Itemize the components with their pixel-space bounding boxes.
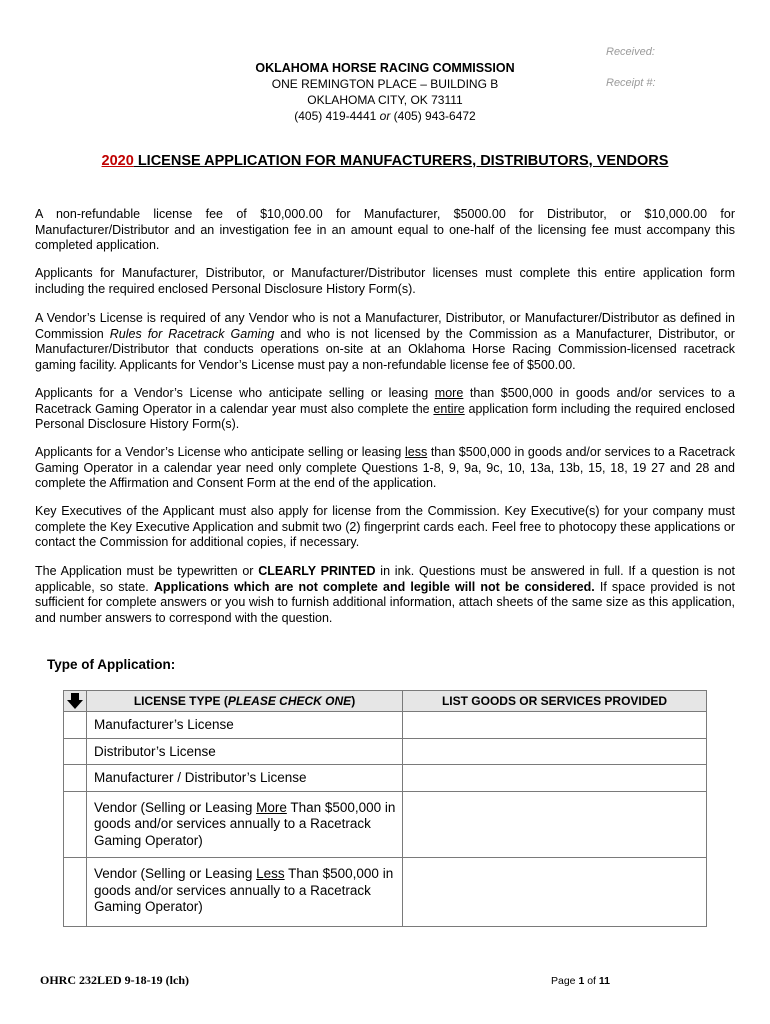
p7-text-c: in ink. Questions must be answered in full. If a question is not applicable, so state. — [35, 564, 735, 594]
p4-text-c: application form including the required enclosed Personal Disclosure History Form(s). — [35, 401, 735, 431]
check-column-header — [64, 691, 87, 712]
down-arrow-icon — [66, 692, 84, 710]
receipt-number-label: Receipt #: — [606, 77, 656, 89]
p4-text-b: than $500,000 in goods and/or services to a Racetrack Gaming Operator in a calendar year must also complete the — [35, 386, 736, 416]
table-row — [64, 858, 707, 927]
manufacturer-checkbox[interactable] — [64, 712, 87, 739]
p4-more: more — [434, 386, 464, 400]
p5-text-b: than $500,000 in goods and/or services to a Racetrack Gaming Operator in a calendar year need only complete Questions 1-8, 9, 9a, 9c, 10, 13a, 13b, 15, 18, 19 27 and 28 and complete the Affirmation and Consent Form at the end of the application. — [35, 445, 735, 490]
phone-2: (405) 943-6472 — [393, 109, 476, 123]
organization-name: OKLAHOMA HORSE RACING COMMISSION — [255, 61, 515, 75]
paragraph-fees: A non-refundable license fee of $10,000.00 for Manufacturer, $5000.00 for Distributor, or $10,000.00 for Manufacturer/Distributor and an investigation fee in an amount equal to one-half of the licensing fee must accompany this completed application. — [35, 207, 735, 252]
address-line-2: OKLAHOMA CITY, OK 73111 — [307, 93, 463, 107]
table-row — [64, 738, 707, 765]
please-check-one: PLEASE CHECK ONE — [227, 694, 352, 708]
p4-text-a: Applicants for a Vendor’s License who anticipate selling or leasing — [35, 386, 435, 400]
paragraph-key-executives: Key Executives of the Applicant must also apply for license from the Commission. Key Executive(s) for your company must complete the Key Executive Application and submit two (2) fingerprint cards each. Feel free to photocopy these applications or contact the Commission for additional copies, if necessary. — [35, 504, 735, 549]
p3-rules-title: Rules for Racetrack Gaming — [109, 326, 275, 341]
table-row — [64, 791, 707, 858]
address-line-1: ONE REMINGTON PLACE – BUILDING B — [271, 77, 499, 91]
p3-text-b: and who is not licensed by the Commission as a Manufacturer, Distributor, or Manufacturer/Distributor that conducts operations on-site at an Oklahoma Horse Racing Commission-licensed racetrack gaming facility. Applicants for Vendor’s License must pay a non-refundable license fee of $500.00. — [35, 326, 735, 372]
vendor-more-license-label: Vendor (Selling or Leasing More Than $500,000 in goods and/or services annually to a Racetrack Gaming Operator) — [86, 791, 402, 858]
paragraph-instructions — [35, 564, 735, 626]
paragraph-vendor-more — [35, 386, 735, 433]
license-type-header: LICENSE TYPE (PLEASE CHECK ONE) — [86, 691, 402, 712]
phone-1: (405) 419-4441 — [294, 109, 377, 123]
p7-clearly-printed: CLEARLY PRINTED — [258, 564, 376, 578]
p3-text-a: A Vendor’s License is required of any Vendor who is not a Manufacturer, Distributor, or Manufacturer/Distributor as defined in Commission — [35, 311, 735, 341]
phone-line — [0, 108, 770, 124]
p5-less: less — [404, 445, 428, 459]
vendor-more-word: More — [256, 799, 287, 815]
table-row — [64, 712, 707, 739]
phone-or: or — [379, 109, 391, 123]
type-of-application-heading: Type of Application: — [47, 657, 176, 672]
letterhead — [0, 60, 770, 124]
distributor-license-label: Distributor’s License — [86, 738, 402, 765]
manufacturer-license-label: Manufacturer’s License — [86, 712, 402, 739]
p7-text-e: If space provided is not sufficient for complete answers or you wish to furnish additional information, attach sheets of the same size as this application, and number answers to correspond with the question. — [35, 579, 735, 625]
paragraph-vendor-less — [35, 445, 735, 492]
page-number: Page 1 of 11 — [551, 975, 610, 987]
p7-warning: Applications which are not complete and legible will not be considered. — [153, 579, 595, 594]
distributor-goods-field[interactable] — [403, 738, 707, 765]
manufacturer-goods-field[interactable] — [403, 712, 707, 739]
paragraph-vendor-license — [35, 311, 735, 373]
vendor-less-goods-field[interactable] — [403, 858, 707, 927]
p5-text-a: Applicants for a Vendor’s License who anticipate selling or leasing — [35, 445, 405, 459]
title-text: LICENSE APPLICATION FOR MANUFACTURERS, DISTRIBUTORS, VENDORS — [133, 153, 669, 169]
paragraph-manufacturer-requirements: Applicants for Manufacturer, Distributor, or Manufacturer/Distributor licenses must complete this entire application form including the required enclosed Personal Disclosure History Form(s). — [35, 266, 735, 296]
vendor-more-goods-field[interactable] — [403, 791, 707, 858]
p4-entire: entire — [433, 401, 465, 416]
form-id: OHRC 232LED 9-18-19 (lch) — [40, 973, 189, 987]
vendor-less-license-label: Vendor (Selling or Leasing Less Than $500,000 in goods and/or services annually to a Racetrack Gaming Operator) — [86, 858, 402, 927]
received-stamp-label: Received: — [606, 46, 655, 58]
title-year: 2020 — [101, 153, 134, 169]
vendor-more-checkbox[interactable] — [64, 791, 87, 858]
manufacturer-distributor-checkbox[interactable] — [64, 765, 87, 792]
distributor-checkbox[interactable] — [64, 738, 87, 765]
manufacturer-distributor-license-label: Manufacturer / Distributor’s License — [86, 765, 402, 792]
p7-text-a: The Application must be typewritten or — [35, 564, 259, 578]
table-row — [64, 765, 707, 792]
manufacturer-distributor-goods-field[interactable] — [403, 765, 707, 792]
license-type-table — [63, 690, 707, 927]
vendor-less-checkbox[interactable] — [64, 858, 87, 927]
table-header-row — [64, 691, 707, 712]
page-title — [0, 153, 770, 169]
vendor-less-word: Less — [256, 866, 285, 881]
goods-services-header: LIST GOODS OR SERVICES PROVIDED — [403, 691, 707, 712]
